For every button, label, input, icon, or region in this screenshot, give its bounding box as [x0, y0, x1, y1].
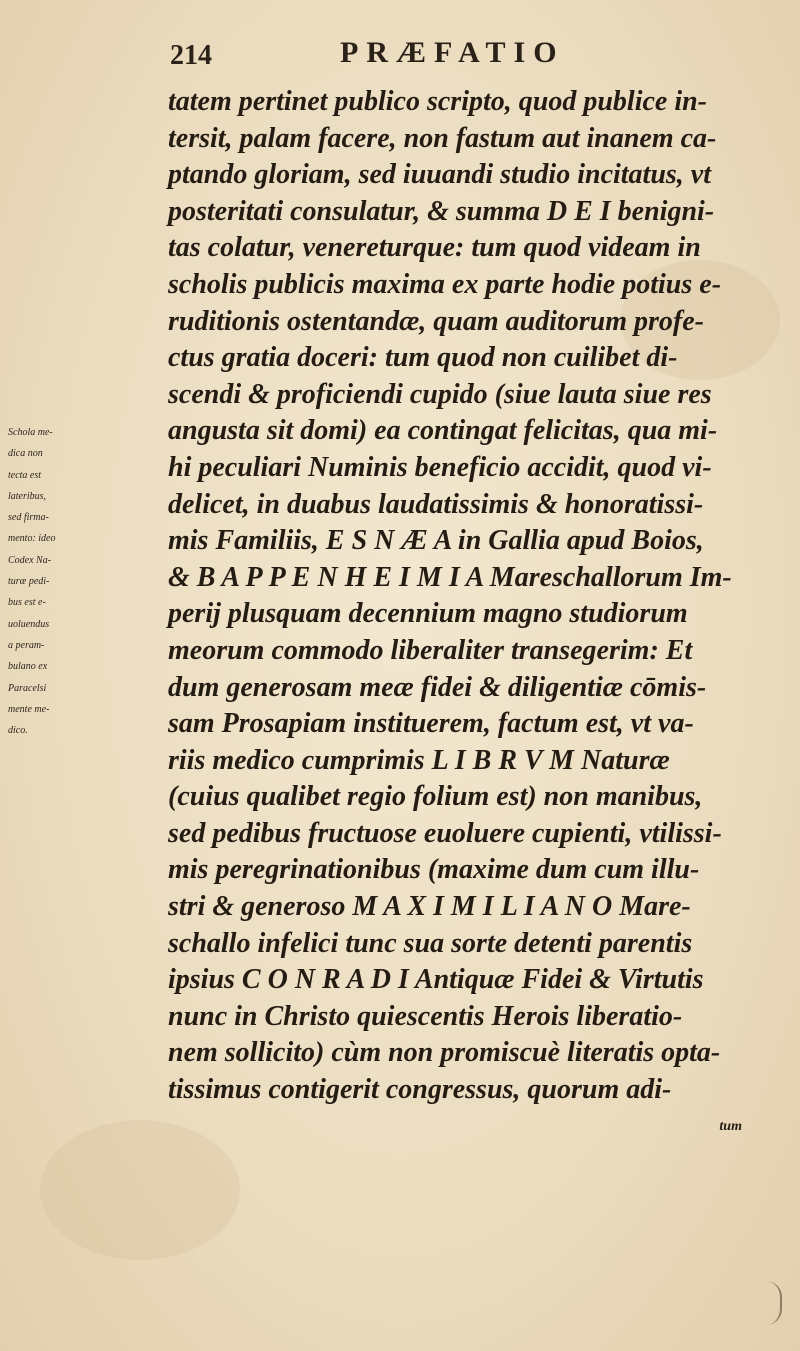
- margin-line: a peram-: [8, 639, 45, 651]
- margin-line: dica non: [8, 448, 43, 460]
- margin-line: Paracelsi: [8, 682, 47, 694]
- text-line: nunc in Christo quiescentis Herois liberatio-: [168, 1000, 683, 1032]
- text-line: meorum commodo liberaliter transegerim: Et: [168, 634, 693, 666]
- margin-line: bulano ex: [8, 661, 48, 673]
- page-number: 214: [170, 40, 212, 71]
- text-line: ctus gratia doceri: tum quod non cuilibet di-: [168, 342, 678, 374]
- text-line: riis medico cumprimis L I B R V M Naturæ: [168, 744, 670, 776]
- main-text-block: [168, 84, 788, 1145]
- text-line: scholis publicis maxima ex parte hodie potius e-: [168, 268, 722, 300]
- running-head: PRÆFATIO: [340, 36, 565, 69]
- margin-line: mente me-: [8, 703, 50, 715]
- text-line: hi peculiari Numinis beneficio accidit, quod vi-: [168, 451, 712, 483]
- margin-line: uoluendus: [8, 618, 50, 630]
- margin-line: Schola me-: [8, 427, 53, 438]
- margin-line: dico.: [8, 725, 28, 737]
- text-line: mis Familiis, E S N Æ A in Gallia apud Boios,: [168, 525, 704, 557]
- text-line: posteritati consulatur, & summa D E I benigni-: [168, 195, 715, 227]
- text-line: ipsius C O N R A D I Antiquæ Fidei & Virtutis: [168, 964, 704, 996]
- text-line: ptando gloriam, sed iuuandi studio incitatus, vt: [168, 159, 712, 191]
- margin-line: mento: ideo: [8, 533, 56, 545]
- text-line: stri & generoso M A X I M I L I A N O Mare-: [168, 891, 691, 923]
- margin-line: turæ pedi-: [8, 576, 50, 588]
- text-line: sed pedibus fructuose euoluere cupienti, vtilissi-: [168, 817, 722, 849]
- text-line: tatem pertinet publico scripto, quod publice in-: [168, 86, 707, 117]
- margin-line: tecta est: [8, 469, 42, 481]
- text-line: tissimus contigerit congressus, quorum adi-: [168, 1074, 672, 1106]
- text-line: schallo infelici tunc sua sorte detenti parentis: [168, 927, 693, 959]
- text-line: dum generosam meæ fidei & diligentiæ cōmis-: [168, 671, 707, 703]
- text-line: tas colatur, venereturque: tum quod videam in: [168, 232, 701, 264]
- text-line: sam Prosapiam instituerem, factum est, vt va-: [168, 708, 694, 740]
- catchword: tum: [719, 1118, 742, 1134]
- text-line: & B A P P E N H E I M I A Mareschallorum Im-: [168, 561, 732, 593]
- text-line: angusta sit domi) ea contingat felicitas, qua mi-: [168, 415, 718, 447]
- marginal-note: [8, 422, 166, 741]
- binding-bracket-mark: [766, 1281, 782, 1325]
- margin-line: Codex Na-: [8, 554, 52, 566]
- text-line: delicet, in duabus laudatissimis & honoratissi-: [168, 488, 704, 520]
- margin-line: lateribus,: [8, 490, 47, 502]
- text-line: scendi & proficiendi cupido (siue lauta siue res: [168, 378, 712, 410]
- text-line: nem sollicito) cùm non promiscuè literatis opta-: [168, 1037, 721, 1069]
- margin-line: sed firma-: [8, 512, 49, 524]
- page-header: [0, 36, 800, 86]
- text-line: (cuius qualibet regio folium est) non manibus,: [168, 781, 703, 813]
- text-line: ruditionis ostentandæ, quam auditorum profe-: [168, 305, 705, 337]
- text-line: mis peregrinationibus (maxime dum cum illu-: [168, 854, 700, 886]
- text-line: tersit, palam facere, non fastum aut inanem ca-: [168, 122, 717, 154]
- margin-line: bus est e-: [8, 597, 46, 609]
- text-line: perij plusquam decennium magno studiorum: [168, 598, 688, 630]
